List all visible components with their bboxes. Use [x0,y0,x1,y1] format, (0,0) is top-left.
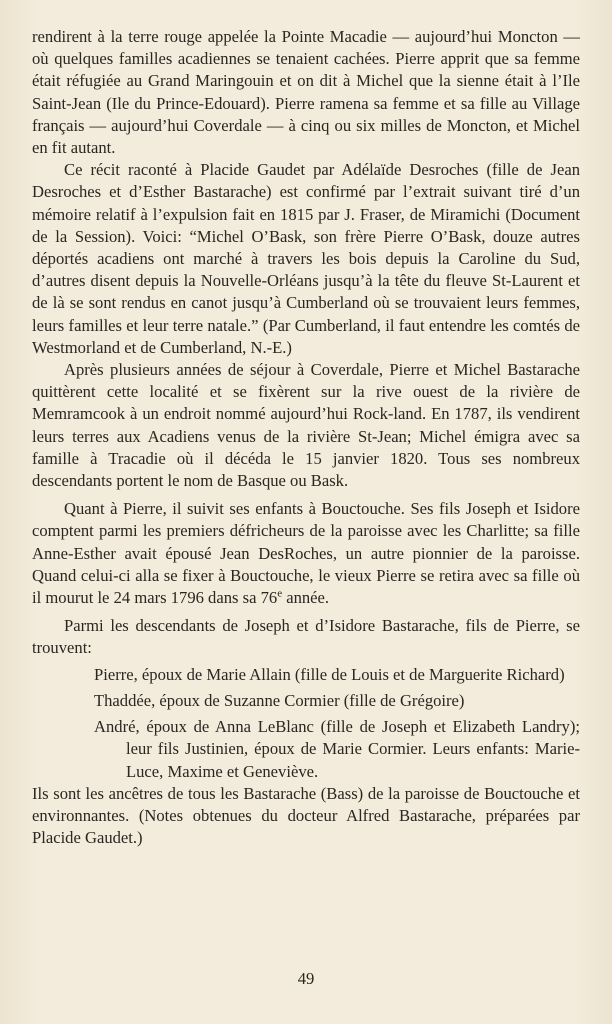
paragraph-closing: Ils sont les ancêtres de tous les Bastarache (Bass) de la paroisse de Bouctouche et environnantes. (Notes obtenues du docteur Alfred Bastarache, préparées par Placide Gaudet.) [32,783,580,848]
paragraph-coverdale: Après plusieurs années de séjour à Coverdale, Pierre et Michel Bastarache quittèrent cette localité et se fixèrent sur la rive ouest de la rivière de Memramcook à un endroit nommé aujourd’hui Rock-land. En 1787, ils vendirent leurs terres aux Acadiens venus de la rivière St-Jean; Michel émigra avec sa famille à Tracadie où il décéda le 15 janvier 1820. Tous ses nombreux descendants portent le nom de Basque ou Bask. [32,360,580,491]
ordinal-suffix: e [277,587,283,600]
descendant-entry-thaddee: Thaddée, époux de Suzanne Cormier (fille de Grégoire) [94,690,465,710]
descendant-entry-andre: André, époux de Anna LeBlanc (fille de Joseph et Elizabeth Landry); leur fils Justinien, époux de Marie Cormier. Leurs enfants: Marie-Luce, Maxime et Geneviève. [94,717,580,781]
descendant-entry-pierre: Pierre, époux de Marie Allain (fille de Louis et de Marguerite Richard) [94,664,565,684]
paragraph-descendants-intro: Parmi les descendants de Joseph et d’Isidore Bastarache, fils de Pierre, se trouvent: [32,616,580,658]
paragraph-continuation: rendirent à la terre rouge appelée la Pointe Macadie — aujourd’hui Moncton — où quelques familles acadiennes se tenaient cachées. Pierre apprit que sa femme était réfugiée au Grand Maringouin et on dit à Michel que la sienne était à l’Ile Saint-Jean (Ile du Prince-Edouard). Pierre ramena sa femme et sa fille au Village français — aujourd’hui Coverdale — à cinq ou six milles de Moncton, et Michel en fit autant. [32,27,580,158]
paragraph-bouctouche-text: Quant à Pierre, il suivit ses enfants à Bouctouche. Ses fils Joseph et Isidore comptent parmi les premiers défricheurs de la paroisse avec les Charlitte; sa fille Anne-Esther avait épousé Jean DesRoches, un autre pionnier de la paroisse. Quand celui-ci alla se fixer à Bouctouche, le vieux Pierre se retira avec sa fille où il mourut le 24 mars 1796 dans sa 76 [32,499,580,608]
paragraph-bouctouche [32,498,580,609]
page-number: 49 [297,969,315,988]
page-body [32,26,580,849]
paragraph-recit: Ce récit raconté à Placide Gaudet par Adélaïde Desroches (fille de Jean Desroches et d’Esther Bastarache) est confirmé par l’extrait suivant tiré d’un mémoire relatif à l’expulsion fait en 1815 par J. Fraser, de Miramichi (Document de la Session). Voici: “Michel O’Bask, son frère Pierre O’Bask, douze autres déportés acadiens ont marché à travers les bois depuis la Caroline du Sud, d’autres disent depuis la Nouvelle-Orléans jusqu’à la tête du fleuve St-Laurent et de là se sont rendus en canot jusqu’à Cumberland où se trouvaient leurs femmes, leurs familles et leur terre natale.” (Par Cumberland, il faut entendre les comtés de Westmorland et de Cumberland, N.-E.) [32,160,580,357]
descendants-list [32,664,580,783]
paragraph-bouctouche-end: année. [282,588,330,608]
